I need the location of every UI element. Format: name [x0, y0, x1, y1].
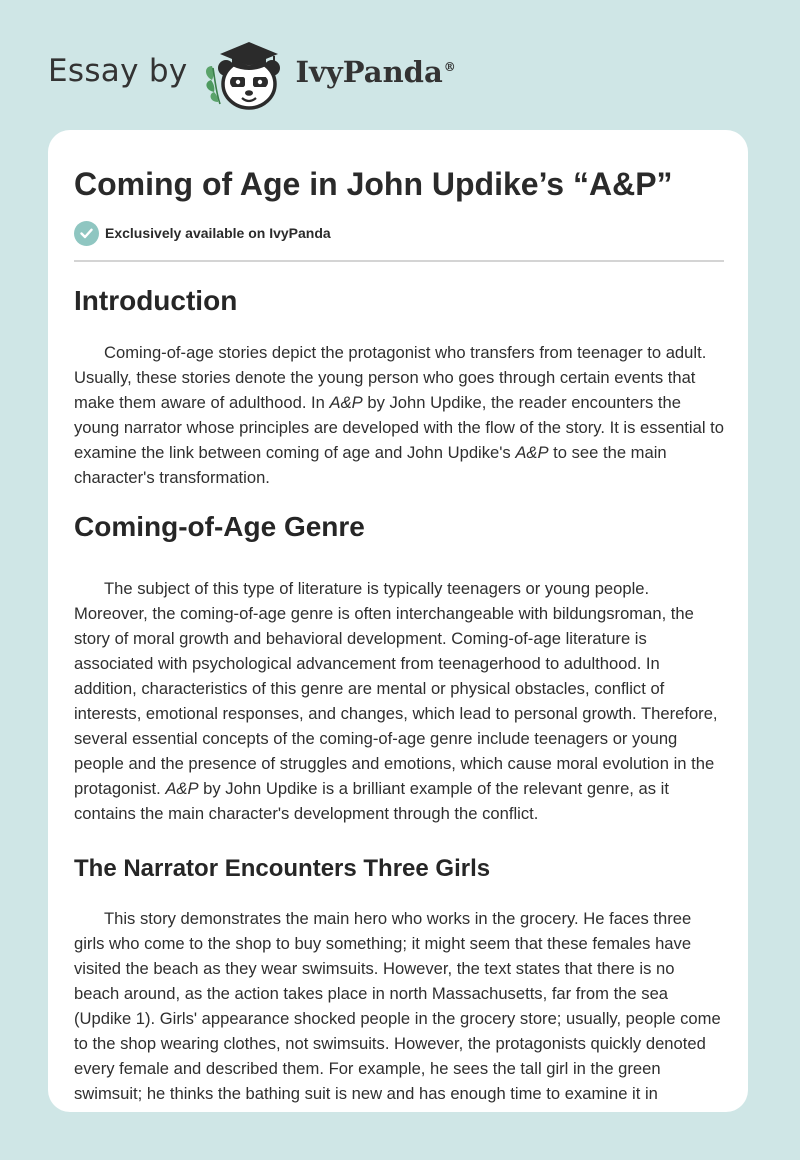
check-icon — [74, 221, 99, 246]
section-heading-genre: Coming-of-Age Genre — [74, 511, 365, 542]
essay-content — [74, 164, 724, 1106]
essay-title: Coming of Age in John Updike’s “A&P” — [74, 166, 673, 202]
section-paragraph-introduction: Coming-of-age stories depict the protagonist who transfers from teenager to adult. Usually, these stories denote the young person who goes through certain events that make them aware of adulthood. In A&P by John Updike, the reader encounters the young narrator whose principles are developed with the flow of the story. It is essential to examine the link between coming of age and John Updike's A&P to see the main character's transformation. — [74, 343, 724, 487]
exclusive-badge — [74, 220, 724, 246]
brand-prefix: Essay by — [48, 53, 188, 89]
section-heading-introduction: Introduction — [74, 285, 238, 316]
essay-card — [48, 130, 748, 1112]
section-heading-narrator: The Narrator Encounters Three Girls — [74, 855, 491, 882]
registered-mark: ® — [443, 60, 456, 75]
section-paragraph-narrator: This story demonstrates the main hero who works in the grocery. He faces three girls who come to the shop to buy something; it might seem that these females have visited the beach as they wear swimsuits. However, the text states that there is no beach around, as the action takes place in north Massachusetts, far from the sea (Updike 1). Girls' appearance shocked people in the grocery store; usually, people come to the shop wearing clothes, not swimsuits. However, the protagonists quickly denoted every female and described them. For example, he sees the tall girl in the green swimsuit; he thinks the bathing suit is new and has enough time to examine it in — [74, 909, 721, 1103]
work-title: A&P — [165, 779, 199, 798]
work-title: A&P — [329, 393, 363, 412]
brand-name: IvyPanda® — [295, 55, 456, 89]
title-divider — [74, 260, 724, 262]
badge-text: Exclusively available on IvyPanda — [105, 225, 331, 241]
work-title: A&P — [515, 443, 549, 462]
panda-graduate-icon — [202, 36, 294, 112]
brand-header — [48, 36, 456, 112]
section-paragraph-genre: The subject of this type of literature is typically teenagers or young people. Moreover, the coming-of-age genre is often interchangeable with bildungsroman, the story of moral growth and behavioral development. Coming-of-age literature is associated with psychological advancement from teenagerhood to adulthood. In addition, characteristics of this genre are mental or physical obstacles, conflict of interests, emotional responses, and changes, which lead to personal growth. Therefore, several essential concepts of the coming-of-age genre include teenagers or young people and the presence of struggles and emotions, which cause moral evolution in the protagonist. A&P by John Updike is a brilliant example of the relevant genre, as it contains the main character's development through the conflict. — [74, 579, 718, 823]
